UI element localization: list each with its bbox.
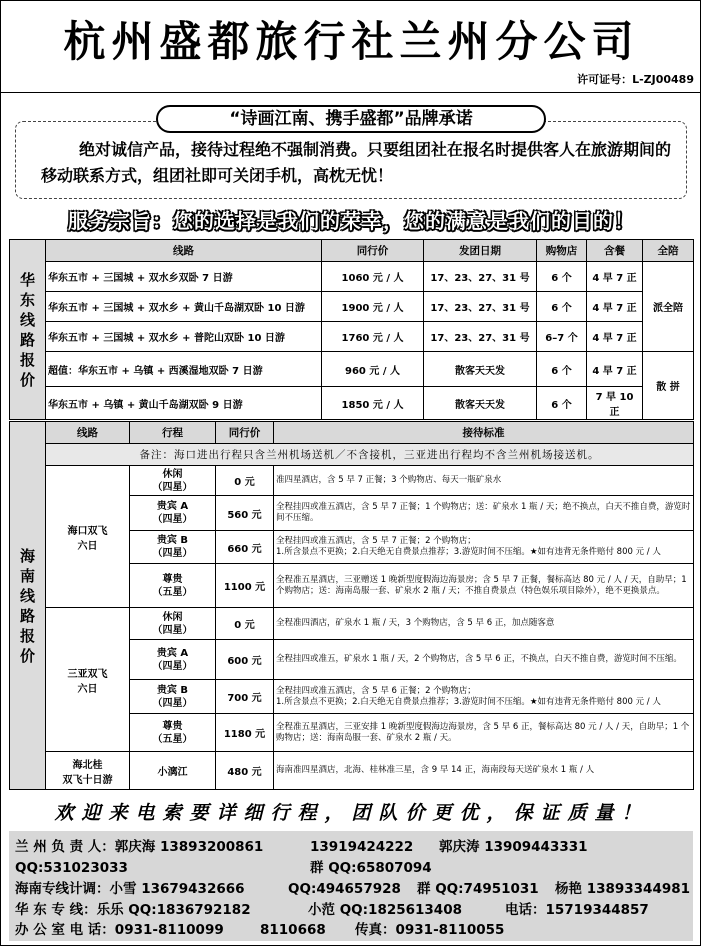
route-name: 超值：华东五市 + 乌镇 + 西溪湿地双卧 7 日游 [46,352,322,387]
shops: 6 个 [537,292,587,322]
hainan-contact: 海南专线计调：小雪 13679432666 [15,881,245,897]
departure-date: 散客天天发 [424,387,537,420]
standard: 准四星酒店，含 5 早 7 正餐；3 个购物店、每天一瓶矿泉水 [274,466,694,496]
hainan-region-label: 海南线路报价 [10,422,46,790]
standard: 海南准四星酒店，北海、桂林准三星，含 9 早 14 正，海南段每天送矿泉水 1 瓶 / 人 [274,752,694,790]
table-row [10,752,694,790]
departure-date: 17、23、27、31 号 [424,292,537,322]
standard: 全程挂四或准五酒店，含 5 早 7 正餐；2 个购物店； 1.所含景点不更换；2.白天绝无自费景点推荐；3.游览时间不压缩。★如有违背无条件赔付 800 元 / 人 [274,531,694,564]
departure-date: 散客天天发 [424,352,537,387]
price: 560 元 [216,496,274,531]
price: 1180 元 [216,714,274,752]
level: 贵宾 A （四星） [130,496,216,531]
shops: 6 个 [537,262,587,292]
col-shops: 购物店 [537,240,587,262]
table-row [10,322,694,352]
manager-contact-2: 郭庆涛 13909443331 [439,839,588,855]
col-standard: 接待标准 [274,422,694,444]
guide-type: 散 拼 [643,352,694,420]
level: 尊贵 （五星） [130,714,216,752]
route-name: 海北桂 双飞十日游 [46,752,130,790]
price: 480 元 [216,752,274,790]
col-route: 线路 [46,422,130,444]
price: 0 元 [216,608,274,640]
shops: 6–7 个 [537,322,587,352]
col-date: 发团日期 [424,240,537,262]
service-slogan: 服务宗旨：您的选择是我们的荣幸，您的满意是我们的目的！ [68,209,635,233]
table-row [10,262,694,292]
office-phone-2: 8110668 [260,922,326,938]
table-row [10,292,694,322]
departure-date: 17、23、27、31 号 [424,262,537,292]
hainan-group-qq: 群 QQ:74951031 [417,881,539,897]
price: 1900 元 / 人 [322,292,424,322]
meals: 7 早 10 正 [587,387,643,420]
col-price: 同行价 [322,240,424,262]
welcome-message: 欢迎来电索要详细行程，团队价更优，保证质量！ [54,802,649,824]
table-row [10,608,694,640]
standard: 全程准四酒店，矿泉水 1 瓶 / 天，3 个购物店，含 5 早 6 正，加点随客意 [274,608,694,640]
page-title: 杭州盛都旅行社兰州分公司 [63,17,640,66]
fax: 传真：0931-8110055 [355,922,505,938]
east-china-price-table [9,239,694,420]
table-row [10,466,694,496]
price: 960 元 / 人 [322,352,424,387]
col-price: 同行价 [216,422,274,444]
hainan-note: 备注：海口进出行程只含兰州机场送机／不含接机，三亚进出行程均不含兰州机场接送机。 [46,444,694,466]
route-name: 华东五市 + 三国城 + 双水乡双卧 7 日游 [46,262,322,292]
meals: 4 早 7 正 [587,352,643,387]
standard: 全程挂四或准五酒店，含 5 早 6 正餐；2 个购物店； 1.所含景点不更换；2.白天绝无自费景点推荐；3.游览时间不压缩。★如有违背无条件赔付 800 元 / 人 [274,680,694,714]
price: 0 元 [216,466,274,496]
table-row [10,387,694,420]
level: 休闲 （四星） [130,608,216,640]
manager-contact: 兰 州 负 责 人：郭庆海 13893200861 [15,839,264,855]
standard: 全程挂四或准五酒店，含 5 早 7 正餐；1 个购物店；送：矿泉水 1 瓶 / 天；绝不换点，白天不推自费，游览时间不压缩。 [274,496,694,531]
hainan-price-table [9,421,694,790]
route-name: 华东五市 + 三国城 + 双水乡 + 普陀山双卧 10 日游 [46,322,322,352]
route-name: 三亚双飞 六日 [46,608,130,752]
price: 1060 元 / 人 [322,262,424,292]
promise-title: “诗画江南、携手盛都”品牌承诺 [156,105,546,133]
hainan-qq: QQ:494657928 [288,881,401,897]
departure-date: 17、23、27、31 号 [424,322,537,352]
meals: 4 早 7 正 [587,262,643,292]
price: 700 元 [216,680,274,714]
price: 1100 元 [216,564,274,608]
level: 贵宾 A （四星） [130,640,216,680]
price: 600 元 [216,640,274,680]
route-name: 华东五市 + 三国城 + 双水乡 + 黄山千岛湖双卧 10 日游 [46,292,322,322]
east-contact-2: 小范 QQ:1825613408 [308,902,462,918]
header [1,1,701,93]
standard: 全程准五星酒店，三亚赠送 1 晚新型度假海边海景房；含 5 早 7 正餐，餐标高达 80 元 / 人 / 天，自助早；1 个购物店；送：海南岛服一套、矿泉水 2 瓶 / 天；不推自费景点（特色娱乐项目除外），绝不更换景点。 [274,564,694,608]
meals: 4 早 7 正 [587,322,643,352]
guide-type: 派全陪 [643,262,694,352]
level: 贵宾 B （四星） [130,531,216,564]
shops: 6 个 [537,352,587,387]
promise-body: 绝对诚信产品，接待过程绝不强制消费。只要组团社在报名时提供客人在旅游期间的移动联系方式，组团社即可关闭手机，高枕无忧！ [41,140,672,185]
manager-phone-2: 13919424222 [310,839,414,855]
price: 660 元 [216,531,274,564]
level: 休闲 （四星） [130,466,216,496]
meals: 4 早 7 正 [587,292,643,322]
east-phone: 电话：15719344857 [505,902,649,918]
standard: 全程准五星酒店，三亚安排 1 晚新型度假海边海景房，含 5 早 6 正，餐标高达 80 元 / 人 / 天，自助早；1 个购物店；送：海南岛服一套、矿泉水 2 瓶 / 天。 [274,714,694,752]
manager-group-qq: 群 QQ:65807094 [310,860,432,876]
level: 小漓江 [130,752,216,790]
route-name: 华东五市 + 乌镇 + 黄山千岛湖双卧 9 日游 [46,387,322,420]
level: 尊贵 （五星） [130,564,216,608]
level: 贵宾 B （四星） [130,680,216,714]
col-route: 线路 [46,240,322,262]
standard: 全程挂四或准五，矿泉水 1 瓶 / 天，2 个购物店，含 5 早 6 正，不换点，白天不推自费，游览时间不压缩。 [274,640,694,680]
east-region-label: 华东线路报价 [10,240,46,420]
table-row [10,352,694,387]
east-contact: 华 东 专 线：乐乐 QQ:1836792182 [15,902,251,918]
price: 1760 元 / 人 [322,322,424,352]
route-name: 海口双飞 六日 [46,466,130,608]
office-phone: 办 公 室 电 话：0931-8110099 [15,922,224,938]
shops: 6 个 [537,387,587,420]
contacts-panel [9,831,693,941]
license-number: 许可证号：L-ZJ00489 [577,73,694,86]
hainan-contact-2: 杨艳 13893344981 [555,881,691,897]
col-itinerary: 行程 [130,422,216,444]
col-meals: 含餐 [587,240,643,262]
col-guide: 全陪 [643,240,694,262]
manager-qq: QQ:531023033 [15,860,128,876]
price: 1850 元 / 人 [322,387,424,420]
